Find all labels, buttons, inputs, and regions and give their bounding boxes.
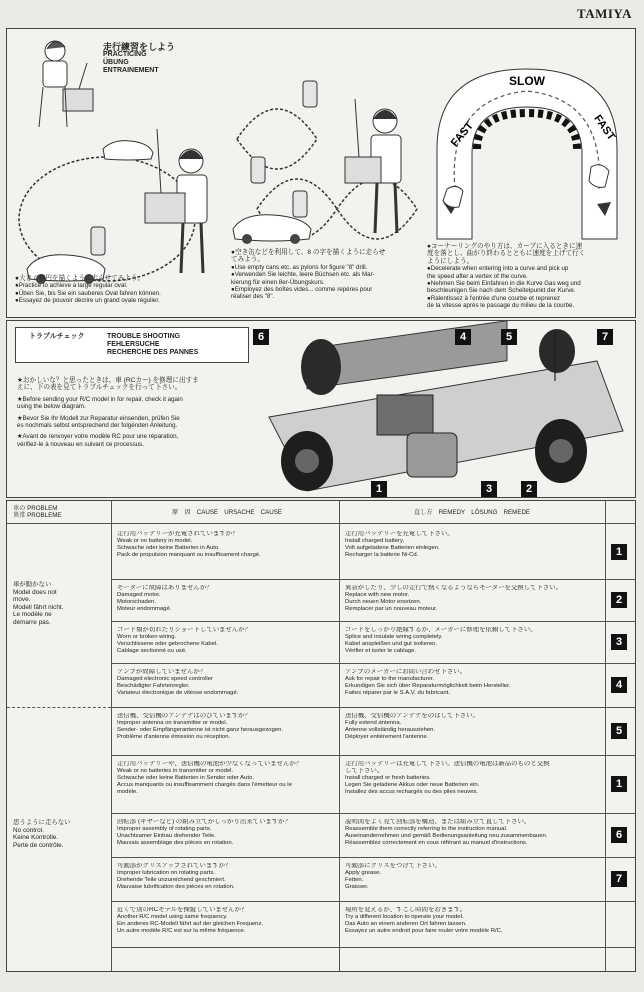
callout-5: 5: [501, 329, 517, 345]
trouble-intro: ★おかしいな？と思ったときは、車 (RCカー) を修理に出すま えに、下の表を見てトラブルチェックを行って下さい。 ★Before sending your R/C model in for repair, check it again using the below diagram. ★Bevor Sie Ihr Modell zur Reparatur einsenden, prüfen Sie es nochmals selbst entsprechend der folgenden Anleitung. ★Avant de renvoyer votre modèle RC pour une réparation, vérifiez-le à nouveau en suivant ce processus.: [17, 377, 199, 448]
table-header-remedy: 直し方 REMEDY LÖSUNG REMEDE: [413, 509, 531, 516]
cause-cell: 可動部がグリスアップされていますか？ Improper lubrication on rotating parts. Drehende Teile unzureichend geschmiert. Mauvaise lubrification des pièces en rotation.: [117, 863, 235, 890]
row-divider: [111, 901, 635, 902]
callout-3: 3: [481, 481, 497, 497]
row-number-badge: 3: [611, 634, 627, 650]
remedy-cell: 走行用バッテリーは充電して下さい。送信機の電池は新品のものと交換 して下さい。 Install charged or fresh batteries. Legen Sie geladene Akkus oder neue Batterien ein. Installez des accus rechargés ou des piles neuves.: [345, 761, 550, 795]
oval-instructions: ●大きく楕円を描くように走らせてみよう。 ●Practice to achieve a large regular oval. ●Üben Sie, bis Sie ein sauberes Oval fahren können. ●Essayez de pouvoir décrire un grand ovale régulier.: [15, 275, 161, 305]
callout-4: 4: [455, 329, 471, 345]
callout-1: 1: [371, 481, 387, 497]
problem-group-divider: [7, 707, 111, 708]
rc-car-figure8-figure: [233, 215, 311, 244]
trouble-table: [6, 500, 636, 972]
row-number-badge: 1: [611, 544, 627, 560]
can-pylon-2: [303, 81, 317, 107]
cause-cell: 回転部 (ギヤーなど) の組み立てがしっかり出来ていますか？ Improper assembly of rotating parts. Unachtsamer Einbau drehender Teile. Mauvais assemblage des pièces en rotation.: [117, 819, 291, 846]
row-number-badge: 6: [611, 827, 627, 843]
table-header-cause: 原 因 CAUSE URSACHE CAUSE: [171, 509, 282, 516]
header-divider: [7, 523, 635, 524]
can-pylon-4: [251, 157, 265, 183]
row-number-badge: 5: [611, 723, 627, 739]
row-number-badge: 4: [611, 677, 627, 693]
boy-with-transmitter-figure-1: [145, 129, 207, 273]
row-divider: [111, 579, 635, 580]
row-number-badge: 7: [611, 871, 627, 887]
table-header-problem: 車の PROBLEM 異常 PROBLEME: [13, 505, 62, 519]
problem-no-move: 車が動かない Model does not move. Modell fährt nicht. Le modèle ne démarre pas.: [13, 581, 64, 626]
practice-title: 走行練習をしよう PRACTICING ÜBUNG ENTRAINEMENT: [103, 42, 176, 74]
row-divider: [111, 755, 635, 756]
row-divider: [111, 813, 635, 814]
cornering-instructions: ●コーナーリングのやり方は、カーブに入るときに速 度を落とし、曲がり終わるとともに速度を上げて行く ようにしよう。 ●Decelerate when entering into a curve and pick up the speed after a vertex of the curve. ●Nehmen Sie beim Einfahren in die Kurve Gas weg und beschleunigen Sie nach dem Scheitelpunkt der Kurve. ●Ralentissez à l'entrée d'une courbe et reprenez de la vitesse après le passage du milieu de la courbe.: [427, 243, 586, 310]
cause-cell: 送信機、受信機のアンテナはのびていますか？ Improper antenna on transmitter or model. Sender- oder Empfängerantenne ist nicht ganz herausgezogen. Problème d'antenne émission ou réception.: [117, 713, 284, 740]
row-number-badge: 1: [611, 776, 627, 792]
trouble-title: TROUBLE SHOOTING FEHLERSUCHE RECHERCHE DES PANNES: [107, 333, 199, 356]
cause-cell: 走行用バッテリーが充電されていますか？ Weak or no battery in model. Schwache oder keine Batterien in Auto. Pack de propulsion manquant ou insuffisament chargé.: [117, 531, 261, 558]
row-divider: [111, 707, 635, 708]
can-pylon-1: [91, 227, 105, 255]
row-divider: [111, 947, 635, 948]
row-divider: [111, 621, 635, 622]
callout-7: 7: [597, 329, 613, 345]
cause-cell: 走行用バッテリーや、送信機の電池が少なくなっていませんか？ Weak or no batteries in transmitter or model. Schwache oder keine Batterien in Sender oder Auto. Accus manquants ou insuffisamment chargés dans l'émetteur ou le modèle.: [117, 761, 303, 795]
cause-cell: 近くで別のRCモデルを操縦していませんか？ Another R/C model using same frequency. Ein anderes RC-Modell fährt auf der gleichen Frequenz. Un autre modèle R/C est sur la même fréquence.: [117, 907, 264, 934]
row-divider: [111, 857, 635, 858]
remedy-cell: アンプのメーカーにお問い合わせ下さい。 Ask for repair to the manufacturer. Erkundigen Sie sich über Reparaturmöglichkeit beim Hersteller. Faites réparer par le S.A.V. du fabricant.: [345, 669, 511, 696]
remedy-cell: コードをしっかり絶縁するか、メーカーに修理を依頼して下さい。 Splice and insulate wiring completely. Kabel anspleißen und gut isolieren. Vérifier et isoler le cablage.: [345, 627, 537, 654]
chassis-illustration: [7, 321, 635, 497]
practice-panel: [6, 28, 636, 318]
remedy-cell: 可動部にグリスをつけて下さい。 Apply grease. Fetten. Graisser.: [345, 863, 441, 890]
row-number-badge: 2: [611, 592, 627, 608]
rc-chassis-figure: [269, 321, 623, 491]
cause-cell: コード類が切れたりショートしていませんか？ Worn or broken wiring. Verschlissene oder gebrochene Kabel. Cablage sectionné ou usé.: [117, 627, 252, 654]
fast-right-label: FAST: [591, 112, 618, 143]
remedy-cell: 走行用バッテリーを充電して下さい。 Install charged battery. Volt aufgeladene Batterien einlegen. Recharger la batterie Ni-Cd.: [345, 531, 454, 558]
remedy-cell: 場所を変えるか、すこし時間をおきます。 Try a different location to operate your model. Das Auto an einem anderen Ort fahren lassen. Essayez un autre endroit pour faire rouler votre modèle R/C.: [345, 907, 503, 934]
slow-label: SLOW: [509, 74, 545, 88]
row-divider: [111, 663, 635, 664]
callout-2: 2: [521, 481, 537, 497]
cause-cell: アンプが故障していませんか？ Damaged electronic speed controller Beschädigter Fahrtenregler. Variateur électronique de vitesse endommagé.: [117, 669, 239, 696]
remedy-cell: 送信機、受信機のアンテナをのばして下さい。 Fully extend antenna. Antenne vollständig herausziehen. Déployer entièrement l'antenne.: [345, 713, 479, 740]
boy-with-transmitter-figure-2: [345, 99, 401, 233]
trouble-panel: [6, 320, 636, 498]
brand-logo: TAMIYA: [576, 6, 632, 21]
trouble-title-ja: トラブルチェック: [29, 333, 85, 340]
child-with-transmitter-figure: [39, 41, 93, 127]
rc-car-oval-figure: [27, 141, 153, 284]
cornering-track-figure: [437, 69, 617, 239]
figure8-instructions: ●空き缶などを利用して、8 の字を描くように走らせ てみよう。 ●Use empty cans etc. as pylons for figure "8" drill. ●Verwenden Sie leichte, leere Büchsen etc. als Mar- kierung für einen 8er-Übungskurs. ●Employez des boîtes vides... comme repères pour réaliser des "8".: [231, 249, 386, 301]
can-pylon-3: [293, 191, 307, 217]
cause-cell: モーターに故障はありませんか？ Damaged motor. Motorschaden. Moteur endommagé.: [117, 585, 213, 612]
remedy-cell: 異音がしたり、少しの走行で熱くなるようならモーターを交換して下さい。 Replace with new motor. Durch neuen Motor ersetzen. Remplacer par un nouveau moteur.: [345, 585, 563, 612]
remedy-cell: 説明図をよく見て回転部を構造、または組み立て直して下さい。 Reassemble them correctly referring to the instruction manual. Auseinandernehmen und gemäß Bedienungsanleitung neu zusammenbauen. Réassemblez correctement en vous référant au manuel d'instructions.: [345, 819, 548, 846]
fast-left-label: FAST: [448, 119, 477, 150]
problem-no-control: 思うように走らない No control. Keine Kontrolle. Perte de contrôle.: [13, 819, 71, 849]
callout-6: 6: [253, 329, 269, 345]
